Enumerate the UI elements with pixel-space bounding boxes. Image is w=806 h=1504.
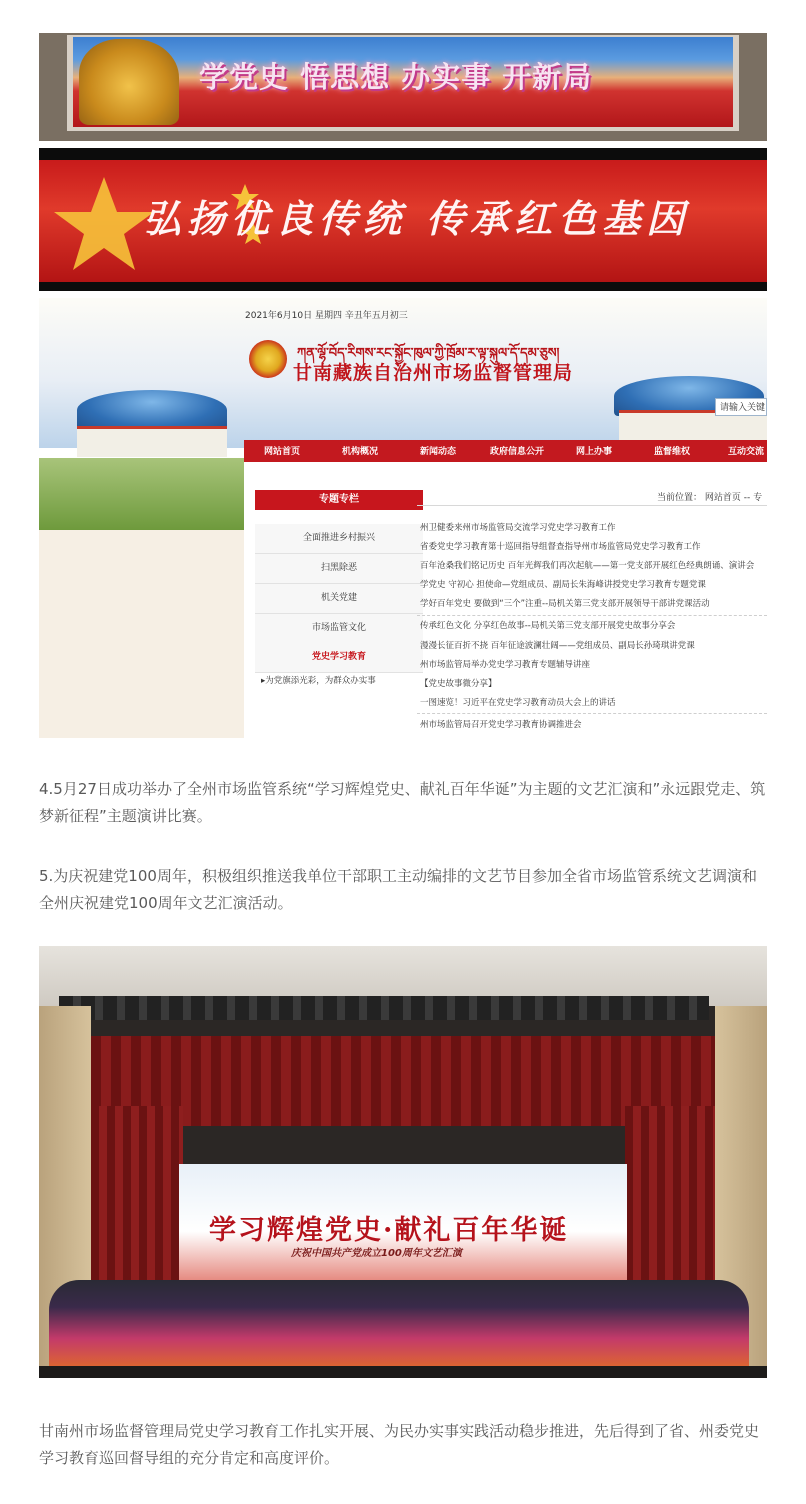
national-emblem-icon <box>249 340 287 378</box>
top-curtain <box>91 1036 715 1126</box>
paragraph-item-4: 4.5月27日成功举办了全州市场监管系统“学习辉煌党史、献礼百年华诞”为主题的文艺汇演和”永远跟党走、筑梦新征程”主题演讲比赛。 <box>39 780 766 825</box>
nav-home[interactable]: 网站首页 <box>264 447 301 457</box>
lion-statue-image <box>79 39 179 125</box>
news-item[interactable]: 【党史故事微分享】 <box>420 679 497 689</box>
led-slogan: 学党史 悟思想 办实事 开新局 <box>199 60 593 94</box>
news-item[interactable]: 省委党史学习教育第十巡回指导组督查指导州市场监管局党史学习教育工作 <box>420 542 701 552</box>
yurt-base-left <box>77 426 227 457</box>
nav-interaction[interactable]: 互动交流 <box>728 447 765 457</box>
stage-screen-title: 学习辉煌党史·献礼百年华诞 <box>209 1215 569 1246</box>
breadcrumb: 当前位置： 网站首页 -- 专 <box>657 493 763 503</box>
yurt-dome-left <box>77 390 227 430</box>
sidebar-sub-item[interactable]: ▸为党旗添光彩，为群众办实事 <box>261 676 376 686</box>
breadcrumb-divider <box>417 505 767 506</box>
lighting-truss <box>59 996 709 1020</box>
nav-supervision[interactable]: 监督维权 <box>654 447 691 457</box>
red-banner-photo <box>39 148 767 291</box>
sidebar-item-party-building[interactable]: 机关党建 <box>255 584 423 614</box>
news-item[interactable]: 一图速览！习近平在党史学习教育动员大会上的讲话 <box>420 698 616 708</box>
date-line: 2021年6月10日 星期四 辛丑年五月初三 <box>245 311 408 321</box>
stage-performance-photo <box>39 946 767 1378</box>
news-item[interactable]: 学党史 守初心 担使命—党组成员、副局长朱海峰讲授党史学习教育专题党课 <box>420 580 706 590</box>
red-banner-slogan: 弘扬优良传统 传承红色基因 <box>143 196 691 241</box>
nav-news[interactable]: 新闻动态 <box>420 447 457 457</box>
main-nav <box>244 440 767 462</box>
closing-paragraph: 甘南州市场监督管理局党史学习教育工作扎实开展、为民办实事实践活动稳步推进，先后得到了省、州委党史学习教育巡回督导组的充分肯定和高度评价。 <box>39 1422 760 1467</box>
news-item[interactable]: 州市场监管局举办党史学习教育专题辅导讲座 <box>420 660 591 670</box>
sidebar-item-market-culture[interactable]: 市场监管文化 <box>255 614 423 644</box>
sidebar-heading: 专题专栏 <box>255 490 423 510</box>
performers-group <box>49 1280 749 1370</box>
news-item[interactable]: 百年沧桑我们铭记历史 百年光辉我们再次起航——第一党支部开展红色经典朗诵、演讲会 <box>420 561 755 571</box>
news-item[interactable]: 传承红色文化 分享红色故事--局机关第三党支部开展党史故事分享会 <box>420 621 676 631</box>
paragraph-item-5: 5.为庆祝建党100周年，积极组织推送我单位干部职工主动编排的文艺节目参加全省市场监管系统文艺调演和全州庆祝建党100周年文艺汇演活动。 <box>39 867 757 912</box>
sidebar-item-rural-revitalization[interactable]: 全面推进乡村振兴 <box>255 524 423 554</box>
news-item[interactable]: 州卫健委来州市场监管局交流学习党史学习教育工作 <box>420 523 616 533</box>
site-title-tibetan: ཀན་ལྷོ་བོད་རིགས་རང་སྐྱོང་ཁུལ་ཀྱི་ཁྲོམ་ར་ལྟ་སྐུལ་དོ་དམ་ཅུས། <box>297 346 560 361</box>
led-banner-photo <box>39 33 767 141</box>
news-item[interactable]: 学好百年党史 要做到“三个”注重--局机关第三党支部开展领导干部讲党课活动 <box>420 599 710 609</box>
news-divider <box>417 713 767 715</box>
site-title: 甘南藏族自治州市场监督管理局 <box>293 362 574 384</box>
news-item[interactable]: 州市场监管局召开党史学习教育协调推进会 <box>420 720 582 730</box>
website-screenshot <box>39 298 767 738</box>
sidebar-item-anti-crime[interactable]: 扫黑除恶 <box>255 554 423 584</box>
search-input[interactable]: 请输入关键 <box>715 398 767 416</box>
nav-online-services[interactable]: 网上办事 <box>576 447 613 457</box>
nav-info-disclosure[interactable]: 政府信息公开 <box>490 447 545 457</box>
stage-screen-subtitle: 庆祝中国共产党成立100周年文艺汇演 <box>291 1248 462 1259</box>
news-item[interactable]: 漫漫长征百折不挠 百年征途波澜壮阔——党组成员、副局长孙琦琪讲党课 <box>420 641 695 651</box>
sidebar-background <box>39 530 244 738</box>
nav-about[interactable]: 机构概况 <box>342 447 379 457</box>
news-divider <box>417 615 767 617</box>
grassland <box>39 458 244 530</box>
sidebar-item-party-history[interactable]: 党史学习教育 <box>255 643 423 673</box>
stage-floor <box>39 1366 767 1378</box>
